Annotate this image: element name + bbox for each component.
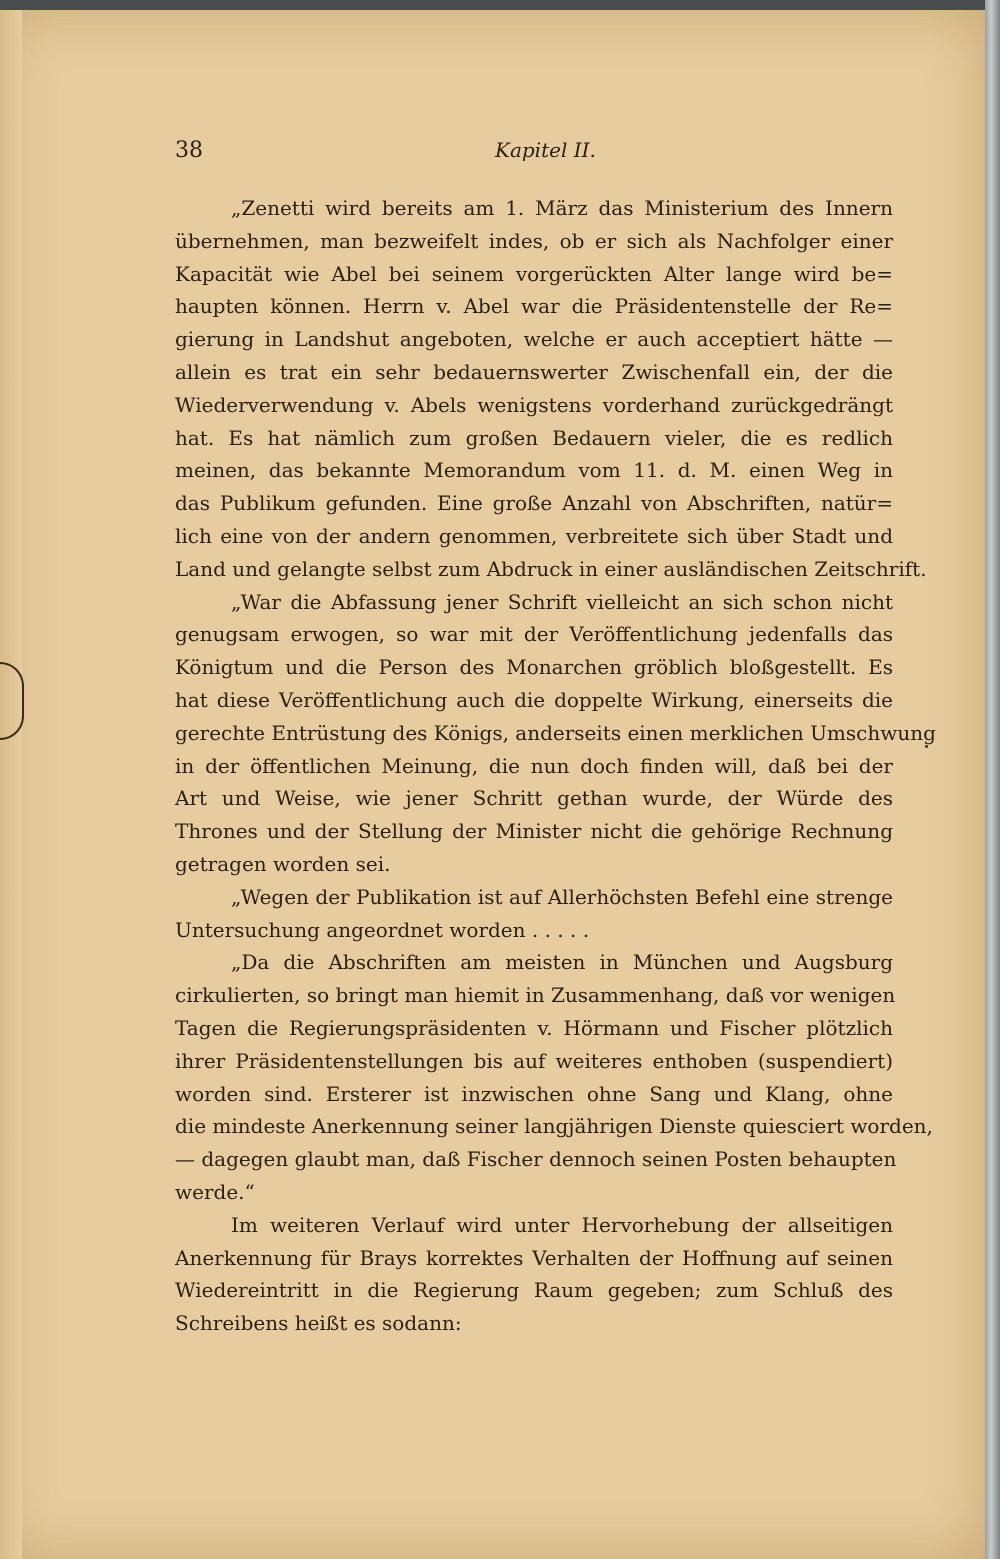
text-line: hat diese Veröffentlichung auch die doppelte Wirkung, einerseits die — [175, 687, 893, 712]
text-line: übernehmen, man bezweifelt indes, ob er sich als Nachfolger einer — [175, 228, 893, 253]
text-line: Art und Weise, wie jener Schritt gethan wurde, der Würde des — [175, 786, 893, 811]
text-line: haupten können. Herrn v. Abel war die Präsidentenstelle der Re= — [175, 294, 893, 319]
text-line: hat. Es hat nämlich zum großen Bedauern vieler, die es redlich — [175, 425, 893, 450]
text-line: Tagen die Regierungspräsidenten v. Hörmann und Fischer plötzlich — [175, 1015, 893, 1040]
ink-speck — [925, 745, 928, 748]
text-line: werde.“ — [175, 1179, 255, 1204]
text-line: Land und gelangte selbst zum Abdruck in einer ausländischen Zeitschrift. — [175, 556, 927, 581]
book-spine-edge — [985, 0, 1000, 1559]
text-line: gierung in Landshut angeboten, welche er auch acceptiert hätte — — [175, 327, 893, 352]
text-line: das Publikum gefunden. Eine große Anzahl von Abschriften, natür= — [175, 491, 893, 516]
text-line: Thrones und der Stellung der Minister nicht die gehörige Rechnung — [175, 819, 893, 844]
text-line: Anerkennung für Brays korrektes Verhalten der Hoffnung auf seinen — [175, 1245, 893, 1270]
scan-top-border — [0, 0, 1000, 10]
text-line: „Da die Abschriften am meisten in München und Augsburg — [231, 950, 893, 975]
text-line: cirkulierten, so bringt man hiemit in Zusammenhang, daß vor wenigen — [175, 983, 896, 1008]
text-line: lich eine von der andern genommen, verbreitete sich über Stadt und — [175, 523, 893, 548]
binding-clip-mark — [0, 662, 24, 740]
text-line: genugsam erwogen, so war mit der Veröffentlichung jedenfalls das — [175, 622, 893, 647]
text-line: meinen, das bekannte Memorandum vom 11. d. M. einen Weg in — [175, 458, 893, 483]
page-number: 38 — [175, 138, 203, 163]
text-line: „Wegen der Publikation ist auf Allerhöchsten Befehl eine strenge — [231, 884, 893, 909]
text-line: getragen worden sei. — [175, 851, 391, 876]
text-line: „War die Abfassung jener Schrift vielleicht an sich schon nicht — [231, 589, 893, 614]
text-line: Königtum und die Person des Monarchen gröblich bloßgestellt. Es — [175, 655, 893, 680]
page-header — [175, 138, 895, 174]
text-line: — dagegen glaubt man, daß Fischer dennoch seinen Posten behaupten — [175, 1147, 897, 1172]
text-line: Schreibens heißt es sodann: — [175, 1311, 462, 1336]
text-line: „Zenetti wird bereits am 1. März das Ministerium des Innern — [231, 196, 893, 220]
text-line: worden sind. Ersterer ist inzwischen ohne Sang und Klang, ohne — [175, 1081, 893, 1106]
text-line: Wiederverwendung v. Abels wenigstens vorderhand zurückgedrängt — [175, 392, 893, 417]
text-line: Kapacität wie Abel bei seinem vorgerückten Alter lange wird be= — [175, 261, 893, 286]
text-line: die mindeste Anerkennung seiner langjährigen Dienste quiesciert worden, — [175, 1114, 933, 1139]
text-line: Im weiteren Verlauf wird unter Hervorhebung der allseitigen — [231, 1212, 893, 1237]
page-gutter-edge — [0, 10, 22, 1559]
body-text — [175, 192, 936, 1340]
text-line: ihrer Präsidentenstellungen bis auf weiteres enthoben (suspendiert) — [175, 1048, 893, 1073]
text-line: gerechte Entrüstung des Königs, anderseits einen merklichen Umschwung — [175, 720, 936, 745]
text-line: Untersuchung angeordnet worden . . . . . — [175, 917, 590, 942]
text-line: in der öffentlichen Meinung, die nun doch finden will, daß bei der — [175, 753, 893, 778]
running-head: Kapitel II. — [495, 138, 596, 162]
text-line: Wiedereintritt in die Regierung Raum gegeben; zum Schluß des — [175, 1278, 893, 1303]
text-line: allein es trat ein sehr bedauernswerter Zwischenfall ein, der die — [175, 359, 893, 384]
